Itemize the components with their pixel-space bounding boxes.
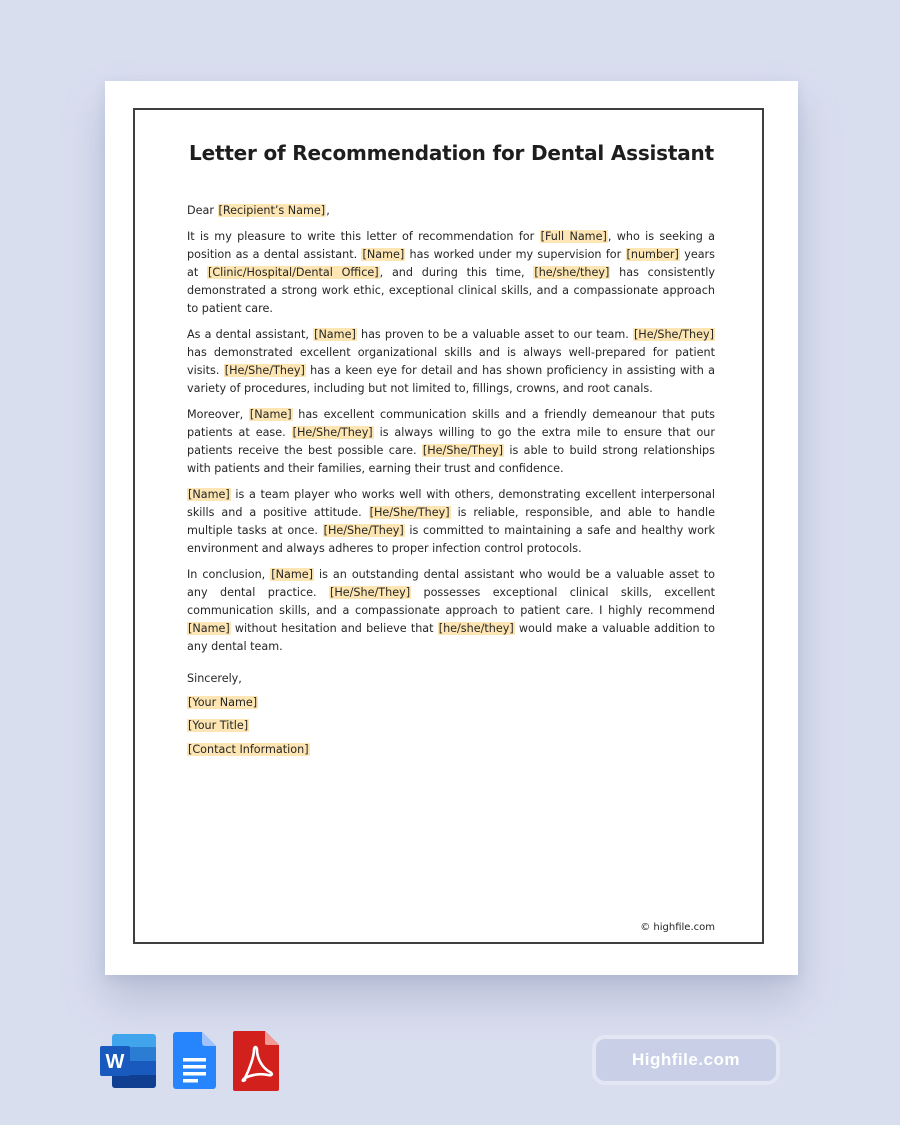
placeholder-field: [Name]: [314, 328, 356, 341]
placeholder-field: [Full Name]: [540, 230, 607, 243]
placeholder-field: [He/She/They]: [292, 426, 373, 439]
letter-text: Moreover,: [187, 408, 249, 421]
document-preview: [105, 81, 798, 975]
placeholder-field: [He/She/They]: [224, 364, 305, 377]
placeholder-field: [he/she/they]: [438, 622, 514, 635]
letter-paragraph: [187, 406, 715, 478]
placeholder-field: [Clinic/Hospital/Dental Office]: [208, 266, 379, 279]
placeholder-field: [He/She/They]: [369, 506, 450, 519]
letter-text: As a dental assistant,: [187, 328, 314, 341]
sign-off: Sincerely,: [187, 672, 242, 685]
placeholder-field: [He/She/They]: [323, 524, 404, 537]
letter-text: has proven to be a valuable asset to our team.: [356, 328, 633, 341]
placeholder-field: [He/She/They]: [330, 586, 411, 599]
placeholder-field: [Recipient’s Name]: [218, 204, 326, 217]
google-docs-icon[interactable]: [172, 1030, 218, 1090]
placeholder-field: [Name]: [188, 488, 230, 501]
letter-text: has worked under my supervision for: [405, 248, 626, 261]
letter-text: , and during this time,: [379, 266, 534, 279]
letter-text: ,: [326, 204, 330, 217]
placeholder-field: [number]: [626, 248, 679, 261]
letter-text: has excellent communication skills and a friendly demeanour that puts patients at ease.: [187, 408, 715, 439]
letter-paragraph: [187, 326, 715, 398]
highfile-brand-badge[interactable]: Highfile.com: [592, 1035, 780, 1085]
letter-text: , who is seeking a position as a dental assistant.: [187, 230, 716, 261]
placeholder-field: [He/She/They]: [633, 328, 715, 341]
letter-text: would make a valuable addition to any dental team.: [187, 622, 715, 653]
placeholder-field: [Name]: [271, 568, 313, 581]
letter-text: years at: [187, 248, 715, 279]
letter-paragraph: [187, 566, 715, 656]
letter-text: has demonstrated excellent organizational skills and is always well-prepared for patient visits.: [187, 346, 715, 377]
letter-text: is able to build strong relationships with patients and their families, earning their trust and confidence.: [187, 444, 715, 475]
letter-closing: [187, 670, 487, 764]
document-title: Letter of Recommendation for Dental Assistant: [189, 141, 714, 165]
letter-text: has a keen eye for detail and has shown proficiency in assisting with a variety of procedures, including but not limited to, fillings, crowns, and root canals.: [187, 364, 715, 395]
placeholder-field: [Name]: [188, 622, 230, 635]
letter-paragraph: [187, 486, 715, 558]
placeholder-field: [Name]: [362, 248, 405, 261]
letter-text: is committed to maintaining a safe and healthy work environment and always adheres to proper infection control protocols.: [187, 524, 715, 555]
letter-text: It is my pleasure to write this letter of recommendation for: [187, 230, 540, 243]
word-icon[interactable]: [100, 1030, 158, 1090]
placeholder-field: [He/She/They]: [422, 444, 503, 457]
svg-text:W: W: [105, 1051, 125, 1073]
letter-body: [187, 202, 715, 664]
letter-text: In conclusion,: [187, 568, 271, 581]
letter-text: has consistently demonstrated a strong work ethic, exceptional clinical skills, and a compassionate approach to patient care.: [187, 266, 715, 315]
your-name-placeholder: [Your Name]: [188, 695, 258, 709]
letter-text: is always willing to go the extra mile to ensure that our patients receive the best possible care.: [187, 426, 715, 457]
your-title-placeholder: [Your Title]: [188, 719, 249, 732]
letter-text: possesses exceptional clinical skills, excellent communication skills, and a compassionate approach to patient care. I highly recommend: [187, 586, 715, 617]
letter-text: is an outstanding dental assistant who would be a valuable asset to any dental practice.: [187, 568, 715, 599]
placeholder-field: [Name]: [249, 408, 292, 421]
salutation: [187, 202, 715, 220]
pdf-icon[interactable]: [232, 1030, 280, 1092]
letter-text: is reliable, responsible, and able to handle multiple tasks at once.: [187, 506, 715, 537]
letter-text: is a team player who works well with others, demonstrating excellent interpersonal skills and a positive attitude.: [187, 488, 715, 519]
letter-paragraph: [187, 228, 715, 318]
letter-text: Dear: [187, 204, 218, 217]
contact-info-placeholder: [Contact Information]: [188, 742, 309, 756]
placeholder-field: [he/she/they]: [534, 266, 610, 279]
letter-text: without hesitation and believe that: [230, 622, 438, 635]
copyright-credit: © highfile.com: [640, 922, 715, 933]
